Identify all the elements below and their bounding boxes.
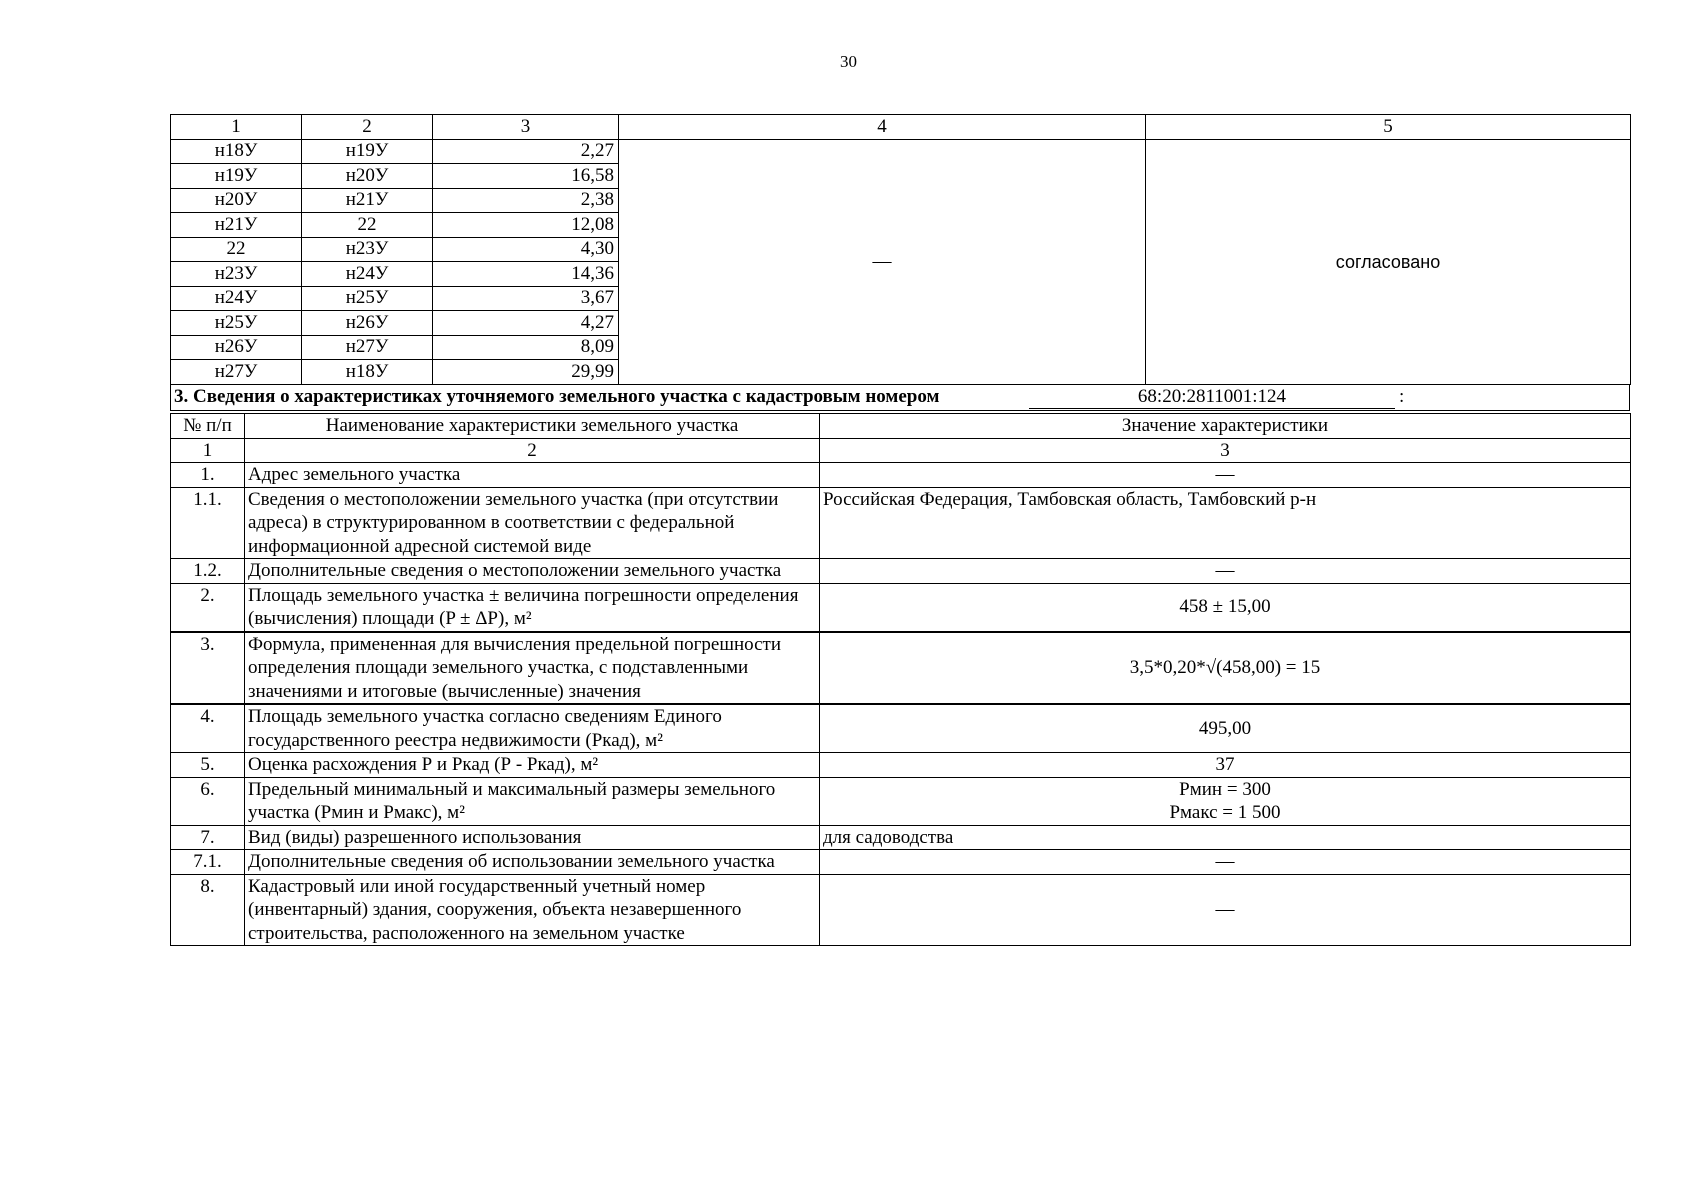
segment-length: 29,99 [433,360,619,385]
col4-merged-value: — [619,139,1146,384]
table-row [171,139,1631,164]
characteristic-name: Площадь земельного участка ± величина погрешности определения (вычисления) площади (P ± ΔP), м² [245,583,820,632]
max-size-value: Рмакс = 1 500 [1169,802,1281,823]
to-point: н21У [302,188,433,213]
characteristic-name: Дополнительные сведения о местоположении земельного участка [245,559,820,584]
characteristics-header-row [171,414,1631,439]
from-point: н20У [171,188,302,213]
header-name: Наименование характеристики земельного участка [245,414,820,439]
characteristic-value: — [820,463,1631,488]
row-number: 6. [171,777,245,825]
characteristic-value: — [820,850,1631,875]
from-point: н18У [171,139,302,164]
to-point: н20У [302,164,433,189]
characteristic-name: Кадастровый или иной государственный учетный номер (инвентарный) здания, сооружения, объекта незавершенного строительства, расположенного на земельном участке [245,874,820,946]
segment-length: 2,38 [433,188,619,213]
to-point: н19У [302,139,433,164]
boundary-table [170,114,1631,385]
from-point: н26У [171,335,302,360]
row-number: 8. [171,874,245,946]
header-number: № п/п [171,414,245,439]
row-number: 1.2. [171,559,245,584]
header-col-1: 1 [171,115,302,140]
section-3-colon: : [1399,386,1405,407]
table-row [171,704,1631,753]
characteristic-name: Площадь земельного участка согласно сведениям Единого государственного реестра недвижимости (Ркад), м² [245,704,820,753]
header-col-3: 3 [433,115,619,140]
header-value: Значение характеристики [820,414,1631,439]
section-3-heading [170,384,1630,411]
characteristic-name: Вид (виды) разрешенного использования [245,825,820,850]
segment-length: 14,36 [433,262,619,287]
characteristic-value: для садоводства [820,825,1631,850]
row-number: 2. [171,583,245,632]
col5-merged-value: согласовано [1146,139,1631,384]
table-row [171,825,1631,850]
characteristic-value: 3,5*0,20*√(458,00) = 15 [820,632,1631,705]
table-row [171,583,1631,632]
to-point: н23У [302,237,433,262]
from-point: н21У [171,213,302,238]
table-row [171,777,1631,825]
segment-length: 16,58 [433,164,619,189]
header-col-5: 5 [1146,115,1631,140]
characteristics-table [170,413,1631,946]
characteristic-value: 458 ± 15,00 [820,583,1631,632]
characteristic-name: Дополнительные сведения об использовании земельного участка [245,850,820,875]
table-row [171,463,1631,488]
segment-length: 12,08 [433,213,619,238]
boundary-header-row [171,115,1631,140]
segment-length: 4,30 [433,237,619,262]
table-row [171,850,1631,875]
page-number: 30 [840,52,857,71]
segment-length: 2,27 [433,139,619,164]
segment-length: 8,09 [433,335,619,360]
from-point: н25У [171,311,302,336]
from-point: н24У [171,286,302,311]
to-point: н24У [302,262,433,287]
segment-length: 4,27 [433,311,619,336]
col-number-1: 1 [171,438,245,463]
cadastral-number: 68:20:2811001:124 [1029,384,1395,409]
col-number-3: 3 [820,438,1631,463]
characteristic-name: Сведения о местоположении земельного участка (при отсутствии адреса) в структурированном в соответствии с федеральной информационной адресной системой виде [245,487,820,559]
characteristic-name: Адрес земельного участка [245,463,820,488]
column-numbers-row [171,438,1631,463]
header-col-2: 2 [302,115,433,140]
from-point: н19У [171,164,302,189]
section-3-title: 3. Сведения о характеристиках уточняемого земельного участка с кадастровым номером [174,386,940,407]
segment-length: 3,67 [433,286,619,311]
row-number: 4. [171,704,245,753]
row-number: 1.1. [171,487,245,559]
table-row [171,753,1631,778]
characteristic-value [820,777,1631,825]
from-point: н27У [171,360,302,385]
to-point: н18У [302,360,433,385]
characteristic-name: Формула, примененная для вычисления предельной погрешности определения площади земельного участка, с подставленными значениями и итоговые (вычисленные) значения [245,632,820,705]
characteristic-value: Российская Федерация, Тамбовская область, Тамбовский р-н [820,487,1631,559]
characteristic-name: Оценка расхождения Р и Ркад (Р - Ркад), м² [245,753,820,778]
to-point: н25У [302,286,433,311]
characteristic-name: Предельный минимальный и максимальный размеры земельного участка (Рмин и Рмакс), м² [245,777,820,825]
row-number: 3. [171,632,245,705]
table-row [171,487,1631,559]
col-number-2: 2 [245,438,820,463]
to-point: н26У [302,311,433,336]
from-point: 22 [171,237,302,262]
row-number: 1. [171,463,245,488]
row-number: 7. [171,825,245,850]
table-row [171,874,1631,946]
from-point: н23У [171,262,302,287]
to-point: 22 [302,213,433,238]
to-point: н27У [302,335,433,360]
table-row [171,632,1631,705]
characteristic-value: — [820,874,1631,946]
min-size-value: Рмин = 300 [1179,778,1271,800]
characteristic-value: — [820,559,1631,584]
characteristic-value: 495,00 [820,704,1631,753]
characteristic-value: 37 [820,753,1631,778]
row-number: 7.1. [171,850,245,875]
row-number: 5. [171,753,245,778]
table-row [171,559,1631,584]
header-col-4: 4 [619,115,1146,140]
